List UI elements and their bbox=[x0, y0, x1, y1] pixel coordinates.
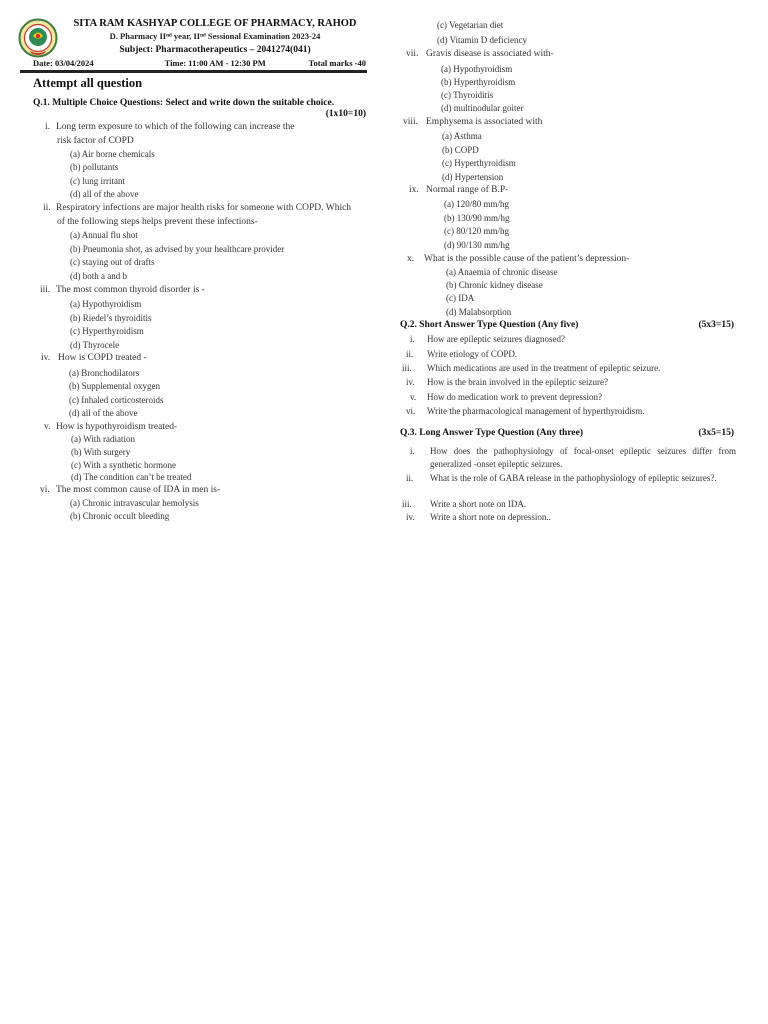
mcq-option: (b) Riedel’s thyroiditis bbox=[70, 313, 152, 323]
mcq-option: (d) multinodular goiter bbox=[441, 103, 524, 113]
mcq-option: (b) Hyperthyroidism bbox=[441, 77, 516, 87]
mcq-question-text: Normal range of B.P- bbox=[426, 185, 509, 195]
mcq-option: (c) Vegetarian diet bbox=[437, 20, 504, 30]
mcq-option: (b) Supplemental oxygen bbox=[69, 381, 160, 391]
mcq-question-text: Emphysema is associated with bbox=[426, 117, 543, 127]
exam-date: Date: 03/04/2024 bbox=[33, 58, 94, 68]
mcq-option: (d) all of the above bbox=[70, 189, 139, 199]
mcq-option: (d) both a and b bbox=[70, 271, 127, 281]
college-logo-icon bbox=[18, 18, 58, 58]
mcq-option: (d) Hypertension bbox=[442, 172, 504, 182]
mcq-option: (c) Hyperthyroidism bbox=[442, 158, 516, 168]
exam-title: D. Pharmacy IIⁿᵈ year, IIⁿᵈ Sessional Examination 2023-24 bbox=[109, 31, 321, 41]
mcq-option: (d) Vitamin D deficiency bbox=[437, 35, 528, 45]
mcq-option: (a) Hypothyroidism bbox=[70, 299, 142, 309]
mcq-number: ix. bbox=[409, 185, 419, 195]
mcq-option: (c) Thyroiditis bbox=[441, 90, 494, 100]
long-question-number: ii. bbox=[406, 473, 414, 483]
mcq-option: (b) With surgery bbox=[71, 447, 131, 457]
short-question-number: v. bbox=[410, 392, 417, 402]
long-question-number: i. bbox=[410, 446, 415, 456]
mcq-question-text: How is COPD treated - bbox=[58, 353, 147, 363]
mcq-option: (b) 130/90 mm/hg bbox=[444, 213, 510, 223]
mcq-option: (a) Annual flu shot bbox=[70, 230, 138, 240]
mcq-question-text: risk factor of COPD bbox=[57, 136, 134, 146]
mcq-option: (c) 80/120 mm/hg bbox=[444, 226, 509, 236]
q3-marks: (3x5=15) bbox=[698, 428, 734, 438]
mcq-option: (b) pollutants bbox=[70, 162, 119, 172]
mcq-option: (b) Chronic occult bleeding bbox=[70, 511, 170, 521]
exam-time: Time: 11:00 AM - 12:30 PM bbox=[164, 58, 266, 68]
long-question-text: What is the role of GABA release in the pathophysiology of epileptic seizures?. bbox=[430, 473, 717, 483]
mcq-question-text: Gravis disease is associated with- bbox=[426, 49, 554, 59]
mcq-option: (a) Asthma bbox=[442, 131, 482, 141]
q1-marks: (1x10=10) bbox=[325, 109, 366, 119]
mcq-question-text: The most common thyroid disorder is - bbox=[56, 285, 205, 295]
mcq-option: (d) all of the above bbox=[69, 408, 138, 418]
mcq-option: (a) Anaemia of chronic disease bbox=[446, 267, 558, 277]
mcq-option: (c) With a synthetic hormone bbox=[71, 460, 176, 470]
short-question-text: Write the pharmacological management of hyperthyroidism. bbox=[427, 406, 645, 416]
q1-heading: Q.1. Multiple Choice Questions: Select and write down the suitable choice. bbox=[33, 98, 335, 108]
long-question-text: Write a short note on depression.. bbox=[430, 512, 551, 522]
short-question-number: i. bbox=[410, 334, 415, 344]
mcq-option: (c) staying out of drafts bbox=[70, 257, 155, 267]
exam-header bbox=[60, 17, 370, 57]
long-question-number: iv. bbox=[406, 512, 415, 522]
mcq-number: vii. bbox=[406, 49, 419, 59]
long-question-text: Write a short note on IDA. bbox=[430, 499, 527, 509]
exam-total-marks: Total marks -40 bbox=[308, 58, 366, 68]
mcq-option: (a) 120/80 mm/hg bbox=[444, 199, 509, 209]
short-question-text: How is the brain involved in the epileptic seizure? bbox=[427, 377, 608, 387]
short-question-text: Which medications are used in the treatment of epileptic seizure. bbox=[427, 363, 661, 373]
mcq-option: (a) Bronchodilators bbox=[69, 368, 140, 378]
long-question-number: iii. bbox=[402, 499, 412, 509]
short-question-number: iii. bbox=[402, 363, 412, 373]
mcq-option: (a) Hypothyroidism bbox=[441, 64, 513, 74]
mcq-number: iii. bbox=[40, 285, 51, 295]
mcq-question-text: How is hypothyroidism treated- bbox=[56, 422, 178, 432]
q3-heading: Q.3. Long Answer Type Question (Any three) bbox=[400, 428, 583, 438]
mcq-option: (a) Air borne chemicals bbox=[70, 149, 155, 159]
mcq-option: (c) Hyperthyroidism bbox=[70, 326, 144, 336]
mcq-number: iv. bbox=[41, 353, 51, 363]
mcq-question-text: Respiratory infections are major health risks for someone with COPD. Which bbox=[56, 203, 352, 213]
short-question-number: iv. bbox=[406, 377, 415, 387]
short-question-text: How are epileptic seizures diagnosed? bbox=[427, 334, 565, 344]
header-divider bbox=[20, 70, 367, 73]
mcq-number: vi. bbox=[40, 485, 50, 495]
mcq-option: (a) Chronic intravascular hemolysis bbox=[70, 498, 199, 508]
mcq-question-text: Long term exposure to which of the following can increase the bbox=[56, 122, 295, 132]
mcq-option: (c) IDA bbox=[446, 293, 475, 303]
mcq-option: (b) COPD bbox=[442, 145, 479, 155]
mcq-option: (b) Chronic kidney disease bbox=[446, 280, 543, 290]
short-question-number: ii. bbox=[406, 349, 414, 359]
subject-line: Subject: Pharmacotherapeutics – 2041274(041) bbox=[119, 45, 311, 55]
mcq-option: (d) Thyrocele bbox=[70, 340, 120, 350]
mcq-number: i. bbox=[45, 122, 51, 132]
mcq-option: (c) Inhaled corticosteroids bbox=[69, 395, 164, 405]
mcq-question-text: The most common cause of IDA in men is- bbox=[56, 485, 221, 495]
college-name: SITA RAM KASHYAP COLLEGE OF PHARMACY, RAHOD bbox=[73, 18, 357, 29]
mcq-option: (d) Malabsorption bbox=[446, 307, 512, 317]
mcq-option: (b) Pneumonia shot, as advised by your healthcare provider bbox=[70, 244, 285, 254]
mcq-number: viii. bbox=[403, 117, 419, 127]
short-question-text: How do medication work to prevent depression? bbox=[427, 392, 602, 402]
short-question-number: vi. bbox=[406, 406, 416, 416]
mcq-option: (d) The condition can’t be treated bbox=[71, 472, 192, 482]
exam-meta-row bbox=[33, 58, 366, 68]
long-question-text: How does the pathophysiology of focal-onset epileptic seizures differ from generalized -onset epileptic seizures. bbox=[430, 446, 736, 469]
instruction: Attempt all question bbox=[33, 76, 143, 90]
mcq-number: ii. bbox=[43, 203, 51, 213]
q2-marks: (5x3=15) bbox=[698, 320, 734, 330]
mcq-number: x. bbox=[407, 254, 415, 264]
mcq-question-text: of the following steps helps prevent these infections- bbox=[57, 217, 258, 227]
mcq-number: v. bbox=[44, 422, 51, 432]
q2-heading: Q.2. Short Answer Type Question (Any five) bbox=[400, 320, 579, 330]
mcq-question-text: What is the possible cause of the patient’s depression- bbox=[424, 254, 630, 264]
short-question-text: Write etiology of COPD. bbox=[427, 349, 518, 359]
mcq-option: (a) With radiation bbox=[71, 434, 135, 444]
mcq-option: (d) 90/130 mm/hg bbox=[444, 240, 510, 250]
mcq-option: (c) lung irritant bbox=[70, 176, 125, 186]
